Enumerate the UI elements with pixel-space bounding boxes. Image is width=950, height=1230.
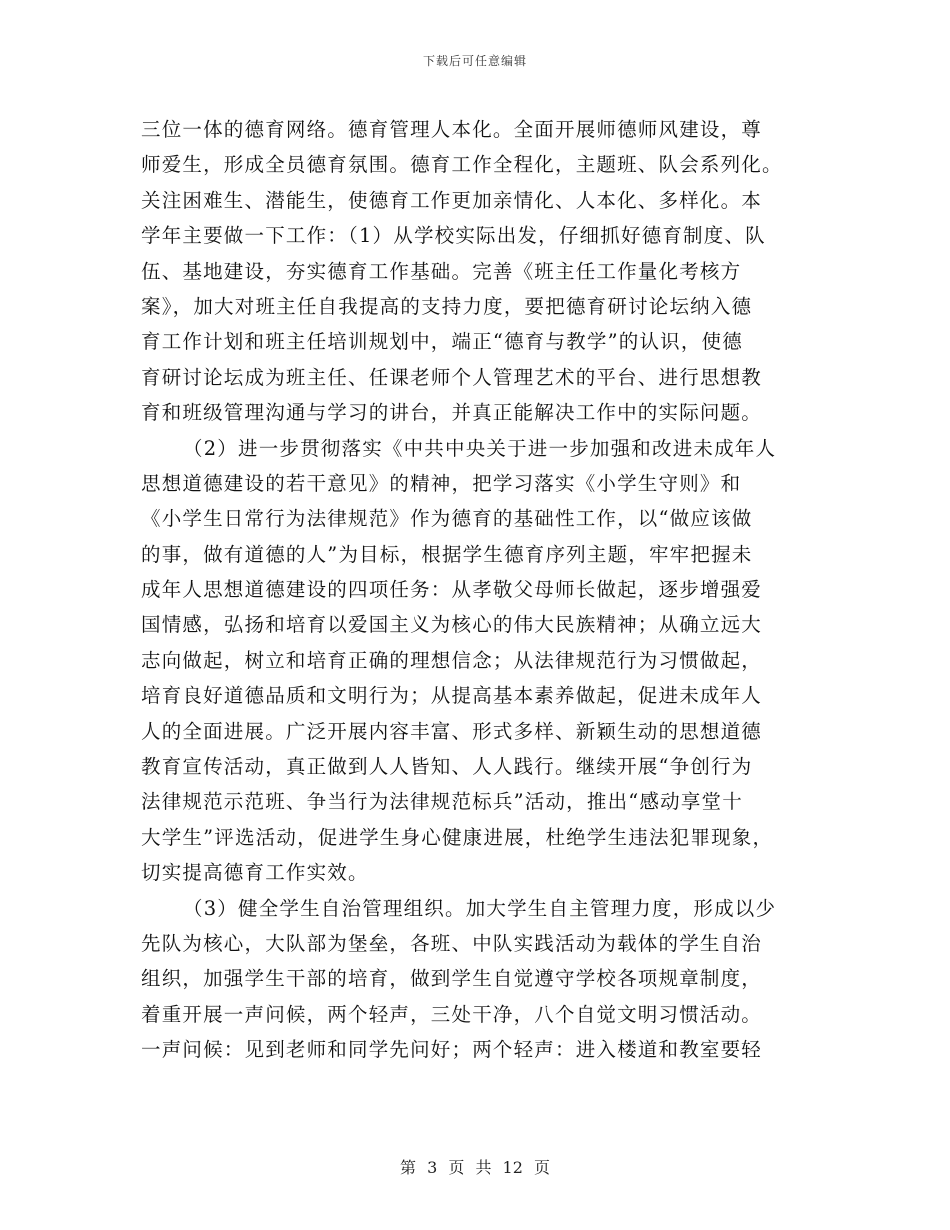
text-line: 大学生”评选活动，促进学生身心健康进展，杜绝学生违法犯罪现象，: [141, 825, 774, 849]
text-line: 关注困难生、潜能生，使德育工作更加亲情化、人本化、多样化。本: [141, 188, 763, 212]
text-line: 伍、基地建设，夯实德育工作基础。完善《班主任工作量化考核方: [141, 259, 742, 283]
text-line: 育研讨论坛成为班主任、任课老师个人管理艺术的平台、进行思想教: [141, 365, 763, 389]
text-line: 《小学生日常行为法律规范》作为德育的基础性工作，以“做应该做: [141, 507, 753, 531]
text-line: 一声问候：见到老师和同学先问好；两个轻声：进入楼道和教室要轻: [141, 1038, 763, 1062]
paragraph-start-line: （3）健全学生自治管理组织。加大学生自主管理力度，形成以少: [183, 896, 777, 920]
text-line: 案》，加大对班主任自我提高的支持力度，要把德育研讨论坛纳入德: [141, 294, 753, 318]
text-line: 国情感，弘扬和培育以爱国主义为核心的伟大民族精神；从确立远大: [141, 613, 763, 637]
text-line: 的事，做有道德的人”为目标，根据学生德育序列主题，牢牢把握未: [141, 542, 753, 566]
text-line: 育工作计划和班主任培训规划中，端正“德育与教学”的认识，使德: [141, 330, 743, 354]
text-line: 师爱生，形成全员德育氛围。德育工作全程化，主题班、队会系列化。: [141, 153, 783, 177]
text-line: 成年人思想道德建设的四项任务：从孝敬父母师长做起，逐步增强爱: [141, 578, 763, 602]
text-line: 学年主要做一下工作：（1）从学校实际出发，仔细抓好德育制度、队: [141, 224, 766, 248]
text-line: 切实提高德育工作实效。: [141, 861, 369, 885]
text-line: 育和班级管理沟通与学习的讲台，并真正能解决工作中的实际问题。: [141, 401, 763, 425]
text-line: 培育良好道德品质和文明行为；从提高基本素养做起，促进未成年人: [141, 684, 763, 708]
document-body: [141, 112, 811, 1068]
text-line: 人的全面进展。广泛开展内容丰富、形式多样、新颖生动的思想道德: [141, 719, 763, 743]
text-line: 志向做起，树立和培育正确的理想信念；从法律规范行为习惯做起，: [141, 648, 763, 672]
page-number-footer: 第 3 页 共 12 页: [400, 1158, 550, 1177]
text-line: 先队为核心，大队部为堡垒，各班、中队实践活动为载体的学生自治: [141, 931, 763, 955]
text-line: 组织，加强学生干部的培育，做到学生自觉遵守学校各项规章制度，: [141, 967, 763, 991]
text-line: 法律规范示范班、争当行为法律规范标兵”活动，推出“感动享堂十: [141, 790, 743, 814]
text-line: 三位一体的德育网络。德育管理人本化。全面开展师德师风建设，尊: [141, 118, 763, 141]
text-line: 着重开展一声问候，两个轻声，三处干净，八个自觉文明习惯活动。: [141, 1002, 763, 1026]
text-line: 思想道德建设的若干意见》的精神，把学习落实《小学生守则》和: [141, 471, 742, 495]
paragraph-start-line: （2）进一步贯彻落实《中共中央关于进一步加强和改进未成年人: [183, 436, 777, 460]
page-header: 下载后可任意编辑: [422, 54, 527, 68]
text-line: 教育宣传活动，真正做到人人皆知、人人践行。继续开展“争创行为: [141, 755, 753, 779]
